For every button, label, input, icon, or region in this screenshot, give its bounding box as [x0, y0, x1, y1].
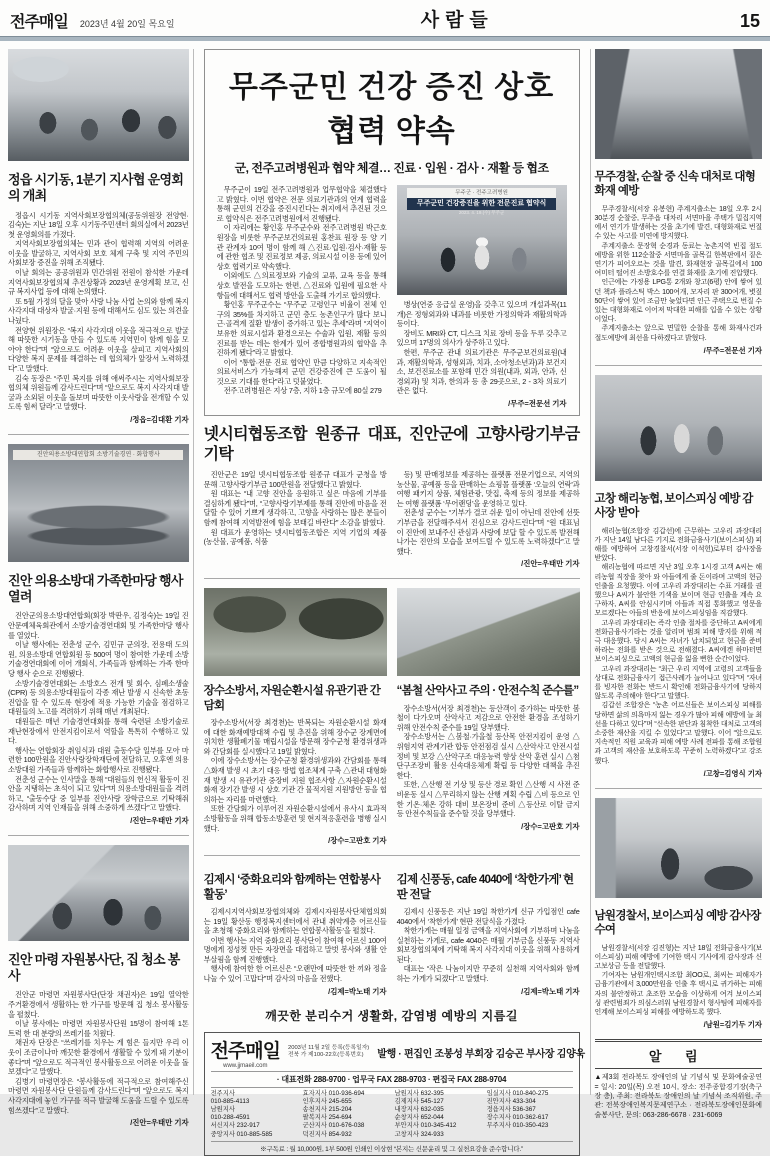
text-line: 남원지사 — [210, 1106, 235, 1114]
photo-logo-strip: 무주군 · 전주고려병원 — [407, 188, 557, 198]
article-byline: /무주=전문선 기자 — [508, 398, 567, 408]
text-line: 정읍시 시기동 지역사회보장협의체(공동위원장 전양현·김숙)는 지난 18일 오후 시기동주민센터 회의실에서 2023년 첫 운영회의를 가졌다. — [8, 210, 189, 239]
page-number: 15 — [739, 11, 760, 31]
article-body — [204, 470, 387, 547]
publisher-logo-block — [211, 1036, 280, 1069]
text-line: 송천지사 215-204 — [302, 1106, 352, 1114]
registration-date: 2003년 11월 2일 등록(등록일자) — [288, 1044, 370, 1051]
jangsu-article-1 — [204, 588, 387, 846]
center-column — [198, 49, 586, 1153]
text-line: 고우리 과장대리는 즉각 인출 절차를 중단하고 A씨에게 전화금융사기라는 것을 알리며 범죄 피해 방지를 위해 적극 대응했다. 당시 A씨는 자녀가 납치되었고 현금을 준비하라는 전화를 받은 것으로 전해졌다. A씨에겐 하마터면 보이스피싱으로 고액의 현금을 잃을 뻔한 순간이었다. — [594, 619, 762, 664]
text-line: 김제시지역사회보장협의체와 김제시자원봉사단체협의회는 19일 황산동 행정복지센터에서 관내 취약계층 어르신들을 초청해 ‘중화요리와 함께하는 연합봉사활동’을 펼쳤다. — [203, 906, 387, 936]
text-line: 김제시 신풍동은 지난 19일 착한가게 신규 가입점인 cafe 4040에서 ‘착한가게’ 현판 전달식을 가졌다. — [396, 906, 580, 926]
text-line: 무주경찰서(서장 유봉현) 주계지출소는 18일 오후 2시30분경 순찰중, 무주읍 대차리 서면마을 주택가 밀집지역에서 연기가 발생하는 것을 초기에 발견, 대형화재로 번질 수 있는 사고를 미연에 방지했다. — [594, 205, 762, 241]
text-line: 김갑선 조합장은 “농촌 어르신들은 보이스피싱 피해를 당하면 삶의 의욕마저 잃는 경우가 많아 피해 예방에 늘 최선을 다하고 있다”며 “신속한 판단과 침착한 대처로 고객의 소중한 재산을 지킬 수 있었다”고 말했다. 이어 “앞으로도 지속적인 직원 교육과 피해 예방 사례 전파를 통해 조합원과 고객의 재산을 보호하도록 꾸준히 노력하겠다”고 강조했다. — [594, 702, 762, 765]
article-divider — [204, 855, 580, 856]
text-line: 지역사회보장협의체는 민과 관이 협력해 지역의 어려운 이웃을 발굴하고, 지역사회 보호 체계 구축 및 지역 주민의 사회보장 증진을 위해 조직됐다. — [8, 239, 189, 268]
text-line: 군산지사 010-676-038 — [302, 1122, 365, 1130]
header-left — [10, 9, 175, 32]
publisher-contact: · 대표전화 288-9700 · 업무국 FAX 288-9703 · 편집국 FAX 288-9704 — [211, 1072, 573, 1088]
page-columns — [0, 41, 770, 1153]
text-line: 김제지사 545-127 — [394, 1097, 444, 1105]
text-line: 장수지사 010-362-617 — [486, 1114, 549, 1122]
text-line: 소방기술경연대회는 소방호스 전개 및 회수, 심폐소생술(CPR) 등 의용소방대원들이 각종 재난 발생 시 신속한 초동 진압을 할 수 있도록 현장에 적용 가능한 기술을 점검하고 대원들의 노고를 격려하기 위해 매년 개최된다. — [8, 678, 189, 717]
text-line: ▲제3회 전라북도 장애인의 날 기념식 및 문화예술공연 = 일시: 20일(목) 오전 10시, 장소: 전주종합경기장(축구장 층), 주최: 전라북도 장애인의 날 기념식 조직위원, 주관: 전북장애인복지문제연구소 · 전라북도장애인문화예술봉사단, 문의: 063-286-6678 · 231-6069 — [594, 1074, 762, 1119]
photo-agreement-ceremony — [397, 185, 567, 295]
text-line: 서신지사 232-917 — [210, 1122, 260, 1130]
photo-namwon-police-office — [595, 798, 762, 898]
publisher-logo: 전주매일 — [210, 1040, 280, 1062]
text-line: 고우리 과장대리는 “최근 우리 지역에 고령의 고객들을 상대로 전화금융사기 접근사례가 늘어나고 있다”며 “자녀를 빙자한 전화는 반드시 확인해 전화금융사기에 당하지 않도록 주의해야 한다”고 말했다. — [594, 665, 762, 701]
netcity-article-columns — [204, 470, 580, 569]
article-byline: /장수=고판호 기자 — [328, 836, 387, 846]
text-line: 원 대표가 운영하는 넷시티협동조합은 지역 기업의 제품(농산물, 공예품, 식품 — [203, 527, 387, 547]
article-headline: 정읍 시기동, 1분기 지사협 운영회의 개최 — [8, 172, 184, 204]
photo-waste-facility — [204, 588, 387, 676]
article-byline: /고창=김영식 기자 — [703, 768, 762, 778]
psa-slogan: 깨끗한 분리수거 생활화, 감염병 예방의 지름길 — [265, 1008, 518, 1023]
right-column — [594, 49, 762, 1119]
page-header — [0, 0, 770, 35]
article-body — [217, 185, 387, 396]
text-line: 이번 행사는 지역 중화요리 봉사단이 참여해 어르신 100여 명에게 정성껏 만든 자장면을 대접하고 말벗 봉사와 생활 안부살핌을 함께 진행했다. — [203, 935, 387, 964]
article-body — [204, 907, 387, 984]
subscription-info: ※구독료 : 월 10,000원, 1부 500원 인쇄인 이상현 “본지는 신문윤리 및 그 실천요강을 준수합니다.” — [260, 1145, 523, 1153]
text-line: 주계지출소는 앞으로 면밀한 순찰을 통해 화재사건과 절도예방에 최선을 다하겠다고 밝혔다. — [594, 325, 762, 342]
article-headline: 남원경찰서, 보이스피싱 예방 감사장 수여 — [594, 909, 761, 937]
text-line: 행사는 연합회장 취임식과 대원 출동수당 일부를 모아 마련한 100만원을 진안사랑장학재단에 전달하고, 오후엔 의용소방대원 가족들과 함께하는 화합행사로 진행됐다. — [8, 745, 189, 774]
edition-date: 2023년 4월 20일 목요일 — [79, 19, 175, 29]
photo-jeongeup-meeting — [8, 49, 189, 161]
article-body — [397, 470, 580, 556]
main-subheadline: 군, 전주고려병원과 협약 체결… 진료 · 입원 · 검사 · 재활 등 협조 — [234, 161, 549, 175]
article-byline: /진안=우태만 기자 — [130, 815, 189, 825]
text-line: 황인홍 무주군수는 “무주군 고령인구 비율이 전체 인구의 35%를 차지하고 군민 층도 농촌인구가 많다 보니 근·골격계 질환 발생이 증가하고 있는 추세”라며 “지역이 보유한 의료시설과 환경으로는 수술과 입원, 재활 등의 진료를 받는 데는 한계가 있어 종합병원과의 협약을 추진하게 됐다”라고 밝혔다. — [216, 300, 387, 358]
text-line: 전춘성 군수는 “기부가 결코 쉬운 일이 아닌데 진안에 선뜻 기부금을 전달해주셔서 진심으로 감사드린다”며 “원 대표님이 진안에 보내주신 관심과 사랑에 보답 할 수 있도록 발전해나가는 진안의 모습을 보여드릴 수 있도록 노력하겠다”고 말했다. — [396, 508, 580, 556]
text-line: 한편, 무주군 관내 의료기관은 무주군보건의료원(내과, 재활의학과, 성형외과, 치과, 소아청소년과)과 보건지소, 보건진료소를 포함해 민간 의원(내과, 외과, 안과, 신경외과) 및 치과, 한의과 등 총 29곳으로, 2 - 3차 의료기관은 없다. — [396, 347, 567, 396]
text-line: 장수소방서(서장 최경천)는 등산객이 증가하는 따뜻한 봄철이 다가오며 산악사고 저감으로 안전한 환경을 조성하기 위해 안전수칙 준수를 19일 당부했다. — [396, 703, 580, 732]
gimje-articles-row — [204, 865, 580, 997]
article-byline: /김제=박노태 기자 — [328, 986, 387, 996]
article-headline: “봄철 산악사고 주의 · 안전수칙 준수를” — [396, 685, 579, 698]
text-line: 순창지사 652-044 — [394, 1114, 444, 1122]
text-line: 채권자 단장은 “쓰레기를 치우는 게 힘은 들지만 우리 이웃이 조금이나마 깨끗한 환경에서 생활할 수 있게 돼 기분이 좋다”며 “앞으로도 적극적인 봉사활동으로 어려운 이웃을 돌보겠다”고 말했다. — [8, 1038, 189, 1077]
text-line: 무주군이 19일 전주고려병원과 업무협약을 체결했다고 밝혔다. 이번 협약은 전문 의료기관과의 연계 협력을 통해 군민의 건강을 증진시킨다는 취지에서 추진된 것으로 협약식은 전주고려병원에서 진행됐다. — [216, 185, 387, 223]
article-byline: /김제=박노태 기자 — [521, 986, 580, 996]
photo-banner-text: 무주군민 건강증진을 위한 전문진료 협약식 — [407, 198, 557, 210]
registration-info — [288, 1045, 369, 1060]
branch-column — [303, 1090, 389, 1139]
text-line: 이 자리에는 황인홍 무주군수와 전주고려병원 박근호 원장을 비롯한 무주군보건의료원 홍찬표 원장 등 양 기관 관계자 10여 명이 함께 해 △진료·입원·검사·재활 등에 관한 협조 및 진료정보 제공, 의료시설 이용 등에 있어 상호 협력기로 약속했다. — [216, 223, 387, 271]
article-headline: 진안 마령 자원봉사단, 집 청소 봉사 — [8, 951, 180, 984]
article-headline: 김제시 ‘중화요리와 함께하는 연합봉사활동’ — [203, 874, 381, 901]
text-line: 덕진지사 854-932 — [302, 1130, 352, 1138]
gimje-article-2 — [397, 865, 580, 997]
column-divider — [590, 49, 591, 1095]
text-line: 진안군의용소방대연합회(회장 박판우, 김정숙)는 19일 진안문예체육회관에서 소방기술경연대회 및 가족한마당 행사를 열었다. — [8, 611, 189, 640]
text-line: 팔복지사 254-694 — [302, 1114, 352, 1122]
photo-banner-subtext: 2023. 4. 19.(수) 무주군 — [458, 210, 505, 215]
text-line: 인후지사 245-655 — [302, 1097, 352, 1105]
article-headline: 넷시티협동조합 원종규 대표, 진안군에 고향사랑기부금 기탁 — [203, 425, 580, 463]
article-body — [595, 527, 762, 766]
article-byline: /진안=우태만 기자 — [130, 1118, 189, 1128]
text-line: 정읍지사 536-367 — [486, 1106, 536, 1114]
text-line: 인근에는 가정용 LPG통 2개와 창고(6평) 안에 쌓여 있던 책과 플라스틱 박스 100여개, 모자리 판 300여개, 볏짚 50단이 쌓여 있어 조금만 늦었다면 인근 주택으로 번질 수 있는 대형화재로 이어져 막대한 피해를 입을 수 있는 상황이었다. — [594, 279, 762, 324]
text-line: 병상(연중 응급실 운영)을 갖추고 있으며 개설과목(11개)은 정형외과와 내과를 비롯한 가정의학과 재활의학과 등이다. — [396, 300, 567, 329]
left-column — [8, 49, 189, 1128]
text-line: 010-885-4113 — [210, 1097, 250, 1105]
text-line: 또한 간담회가 이루어진 자원순환시설에서 유사시 효과적 소방활동을 위해 합동소방훈련 및 현지적응훈련을 병행 실시했다. — [203, 804, 387, 833]
article-byline: /정읍=김대환 기자 — [130, 414, 189, 424]
publisher-staff: 발행 · 편집인 조봉성 부회장 김승곤 부사장 김양욱 — [377, 1048, 585, 1060]
text-line: 무주지사 010-350-423 — [486, 1122, 549, 1130]
article-headline: 진안 의용소방대 가족한마당 행사 열려 — [8, 572, 183, 605]
text-line: 김병기 마령면장은 “봉사활동에 적극적으로 참여해주신 마령면 자원봉사단 단원들께 감사드린다”며 “앞으로도 복지 사각지대에 놓인 가구를 적극 발굴해 도움을 드릴 수 있도록 힘쓰겠다”고 말했다. — [8, 1076, 189, 1115]
photo-jinan-fire-event — [8, 444, 189, 562]
photo-maryeong-cleanup — [8, 845, 189, 941]
text-line: 장비도 MRI와 CT, 디스크 치료 장비 등을 두루 갖추고 있으며 17명의 의사가 상주하고 있다. — [396, 328, 567, 348]
text-line: 이외에도 △의료정보와 기술의 교류, 교육 등을 통해 상호 발전을 도모하는 한편, △진료와 입원에 필요한 사항들에 대해서도 협력 방안을 도출해 가기로 합의했다. — [216, 271, 387, 300]
article-divider — [595, 365, 762, 366]
text-line: 기여자는 남원개인택시조합 최OO로, 최씨는 피해자가 금융기관에서 3,000만원을 인출 후 택시로 귀가하는 피해자의 불안정하고 초조한 모습을 이상하게 여겨 보이스피싱 관련범죄가 의심스러워 남원경찰서 형사팀에 피해자를 인계해 보이스피싱 피해를 예방하도록 했다. — [594, 972, 762, 1016]
text-line: 또 5월 가정의 달을 맞아 사랑 나눔 사업 논의와 함께 복지 사각지대 대상자 발굴·지원 등에 대해서도 심도 있는 의견을 나눴다. — [8, 296, 189, 326]
text-line: 이어 “통합·전문 진료 협약인 만큼 다양하고 지속적인 의료서비스가 가능해져 군민 건강증진에 큰 도움이 될 것으로 기대를 한다”라고 덧붙였다. — [216, 357, 387, 386]
article-body — [8, 990, 189, 1115]
text-line: 전춘성 군수는 인사말을 통해 “대원들의 헌신적 활동이 진안을 지탱하는 초석이 되고 있다”며 의용소방대원들을 격려하고, “출동수당 중 일부를 진안사랑 장학금으로 기탁해줘 감사하며 지역 인재들을 위해 소중하게 쓰겠다”고 말했다. — [8, 774, 189, 813]
article-body — [397, 704, 580, 819]
notice-title: 알 림 — [595, 1042, 762, 1069]
text-line: 임실지사 010-840-275 — [486, 1089, 549, 1097]
text-line: 해리농협에 따르면 지난 3일 오후 1시경 고객 A씨는 해리농협 직장을 찾아 와 아들에게 줄 돈이라며 고액의 현금 인출을 요청했다. 이에 고우리 과장대리는 수표 거래를 권했으나 A씨가 불안한 기색을 보이며 현금 인출을 계속 요구하자, A씨를 안심시키며 아들과 직접 통화했고 영문을 모르겠다는 아들의 반응에 보이스피싱임을 직감했다. — [594, 564, 762, 618]
branch-directory — [211, 1088, 573, 1142]
notice-items — [595, 1069, 762, 1120]
text-line: 이날 행사에는 전춘성 군수, 김민규 군의장, 전용태 도의원, 의용소방대 연합회원 등 500여 명이 참여한 가운데 소방기술경연대회에 이어 개회식, 가족들과 함께하는 가족 한마당 행사 순으로 진행됐다. — [8, 640, 189, 679]
article-body — [8, 611, 189, 812]
column-divider — [193, 49, 194, 1095]
article-body — [397, 907, 580, 984]
text-line: 진안지사 433-304 — [486, 1097, 536, 1105]
notice-box — [595, 1039, 762, 1120]
text-line: 전양현 위원장은 “복지 사각지대 이웃을 적극적으로 발굴해 따뜻한 시기동을 만들 수 있도록 지역민이 함께 힘을 모아야 한다”며 “앞으로도 어려운 이웃을 살피고 지역사회의 다양한 복지 문제를 해결하는 데 협의체가 앞장서 노력하겠다”고 말했다. — [8, 325, 189, 373]
gimje-article-1 — [204, 865, 387, 997]
masthead-title: 전주매일 — [10, 14, 68, 31]
text-line: 남원경찰서(서장 김진형)는 지난 18일 전화금융사기(보이스피싱) 피해 예방에 기여한 택시 기사에게 감사장과 신고보상금 등을 전달했다. — [594, 944, 762, 970]
text-line: 행사에 참여한 한 어르신은 “오랜만에 따뜻한 한 끼와 정을 나눌 수 있어 고맙다”며 감사의 마음을 전했다. — [203, 964, 387, 984]
article-headline: 장수소방서, 자원순환시설 유관기관 간담회 — [203, 685, 381, 712]
article-divider — [595, 788, 762, 789]
article-headline: 무주경찰, 순찰 중 신속 대처로 대형화재 예방 — [594, 171, 756, 198]
publisher-website: www.jjmaeil.com — [223, 1062, 268, 1069]
section-title: 사람들 — [420, 10, 494, 31]
text-line: 효자지사 010-936-694 — [302, 1089, 365, 1097]
text-line: 이날 회의는 공공위원과 민간위원 전원이 참석한 가운데 지역사회보장협의체 추진상황과 2023년 운영계획 보고, 신규 복지사업 등에 대해 논의했다. — [8, 268, 189, 297]
main-body-right — [397, 185, 567, 409]
netcity-body-right — [397, 470, 580, 569]
jangsu-articles-row — [204, 588, 580, 846]
article-body — [595, 944, 762, 1018]
main-body-left — [217, 185, 387, 409]
photo-muju-alley — [595, 49, 762, 159]
article-headline: 김제 신풍동, cafe 4040에 ‘착한가게’ 현판 전달 — [396, 874, 574, 901]
text-line: 이에 장수소방서는 장수군청 환경위생과와 간담회를 통해 △화재 발생 시 초기 대응 방법 협조체계 구축 △관내 대형화재 발생 시 유관기관 중장비 지원 협조사항 △자원순환시설 화재 장기간 발생 시 상호 기관 간 물적지원 지원방안 등을 협의하는 자리를 마련했다. — [203, 756, 387, 804]
article-byline: /진안=우태만 기자 — [521, 559, 580, 569]
article-divider — [204, 578, 580, 579]
text-line: 장수소방서는 △봄철·가을철 등산목 안전지킴이 운영 △위험지역 관계기관 합동 안전점검 실시 △산악사고 안전시설 정비 및 보강 △산악구조 대응능력 향상 산악 훈련 실시 △첨단구조장비 활용 신속대응체계 확립 등 다양한 대책을 추진한다. — [396, 732, 580, 780]
text-line: 진안군은 19일 넷시티협동조합 원종규 대표가 군청을 방문해 고향사랑기부금 100만원을 전달했다고 밝혔다. — [203, 469, 387, 489]
publisher-top-row — [210, 1036, 585, 1072]
text-line: 대원들은 매년 기술경연대회를 통해 숙련된 소방기술로 재난현장에서 안전지킴이로서 역할을 톡톡히 수행하고 있다. — [8, 717, 189, 746]
text-line: 김숙 동장은 “주민 복지를 위해 애써주시는 지역사회보장협의체 위원들께 감사드린다”며 “앞으로도 복지 사각지대 발굴과 소외된 이웃을 돌보며 따뜻한 이웃사랑을 전개할 수 있도록 힘써 달라”고 말했다. — [8, 373, 189, 412]
text-line: 고창지사 324-933 — [394, 1130, 444, 1138]
text-line: 진안군 마령면 자원봉사단(단장 채권자)은 19일 열악한 주거환경에서 생활하는 한 가구를 방문해 집 청소 봉사활동을 펼쳤다. — [8, 990, 189, 1019]
jangsu-article-2 — [397, 588, 580, 846]
text-line: 주계지출소 문장혁 순경과 동료는 농촌지역 빈집 절도예방을 위한 112순찰중 서면마을 골목길 한복판에서 짙은 연기가 피어오르는 것을 발견, 화재현장 골목길에서 100여미터 떨어진 소방호수를 연결 화재를 초기에 진압했다. — [594, 242, 762, 278]
article-body — [595, 205, 762, 343]
text-line: 이날 봉사에는 마령면 자원봉사단원 15명이 참여해 1톤 트럭 한 대 분량의 쓰레기를 치웠다. — [8, 1019, 189, 1038]
netcity-body-left — [204, 470, 387, 569]
text-line: 원 대표는 “내 고향 진안을 응원하고 싶은 마음에 기부를 결심하게 됐다”며, “고향사랑기부제를 통해 진안에 마음을 전달할 수 있어 기쁘게 생각하고, 고향을 사랑하는 많은 분들이 함께 참여해 지역발전에 힘을 보태길 바란다” 소감을 밝혔다. — [203, 489, 387, 527]
main-article — [204, 49, 580, 416]
text-line: 중앙지사 010-885-585 — [210, 1130, 273, 1138]
text-line: 또한, △산행 전 기상 및 등산 경로 확인 △산행 시 사전 준비운동 실시 △무리하지 않는 산행 계획 수립 △비 등으로 인한 기온·체온 강하 대비 보온장비 준비 △등산로 이탈 금지 등 안전수칙들을 준수할 것을 당부했다. — [396, 780, 580, 819]
photo-gochang-award — [595, 375, 762, 481]
text-line: 대표는 “작은 나눔이지만 꾸준히 실천해 지역사회와 함께하는 가게가 되겠다”고 말했다. — [396, 964, 580, 984]
main-headline: 무주군민 건강 증진 상호협력 약속 — [228, 71, 555, 148]
article-body — [204, 718, 387, 833]
text-line: 장수소방서(서장 최경천)는 반복되는 자원순환시설 화재에 대한 화재예방대책 수립 및 추진을 위해 장수군 장계면에 위치한 생활폐기물 매립시설을 방문해 장수군청 환경위생과와 간담회를 실시했다고 19일 밝혔다. — [203, 718, 387, 756]
article-divider — [8, 835, 189, 836]
text-line: 해리농협(조합장 김갑선)에 근무하는 고우리 과장대리가 지난 14일 남다른 기지로 전화금융사기(보이스피싱) 피해를 예방하여 고창경찰서(서장 이석헌)로부터 감사장을 받았다. — [594, 527, 762, 563]
text-line: 전주지사 — [210, 1089, 235, 1097]
article-body — [8, 211, 189, 412]
article-divider — [8, 434, 189, 435]
text-line: 부안지사 010-345-412 — [394, 1122, 457, 1130]
photo-banner-text: 진안의용소방대연합회 소방기술경연 · 화합행사 — [13, 450, 183, 460]
article-byline: /장수=고판호 기자 — [521, 821, 580, 831]
text-line: 남원지사 632-395 — [394, 1089, 444, 1097]
branch-column — [211, 1090, 297, 1139]
text-line: 등) 및 판매정보를 제공하는 플랫폼 전문기업으로, 지역의 농산물, 공예품 등을 판매하는 쇼핑몰 플랫폼 ‘오늘의 연락’과 여행 패키지 상품, 체험관광, 맛집, 축제 등의 정보를 제공하는 여행 플랫폼 ‘무어랜딩’을 운영하고 있다. — [396, 469, 580, 508]
article-body — [397, 300, 567, 396]
text-line: 착한가게는 매월 일정 금액을 지역사회에 기부하며 나눔을 실천하는 가게로, cafe 4040은 매월 기부금을 신풍동 지역사회보장협의체에 기탁해 복지 사각지대 이웃을 위해 사용하게 된다. — [396, 926, 580, 964]
article-byline: /남원=김기두 기자 — [703, 1020, 762, 1030]
article-byline: /무주=전문선 기자 — [703, 345, 762, 355]
text-line: 전주고려병원은 지상 7층, 지하 1층 규모에 80실 279 — [223, 386, 382, 396]
publisher-info-box — [204, 1032, 585, 1156]
branch-column — [487, 1090, 573, 1139]
text-line: 010-288-4591 — [210, 1114, 250, 1122]
article-headline: 고창 해리농협, 보이스피싱 예방 감사장 받아 — [594, 492, 753, 520]
registration-number: 전북 가 제100-22호(등록번호) — [288, 1052, 364, 1059]
photo-mountain-scene — [397, 588, 580, 676]
branch-column — [395, 1090, 481, 1139]
text-line: 내장지사 632-035 — [394, 1106, 444, 1114]
main-article-columns — [217, 185, 567, 409]
